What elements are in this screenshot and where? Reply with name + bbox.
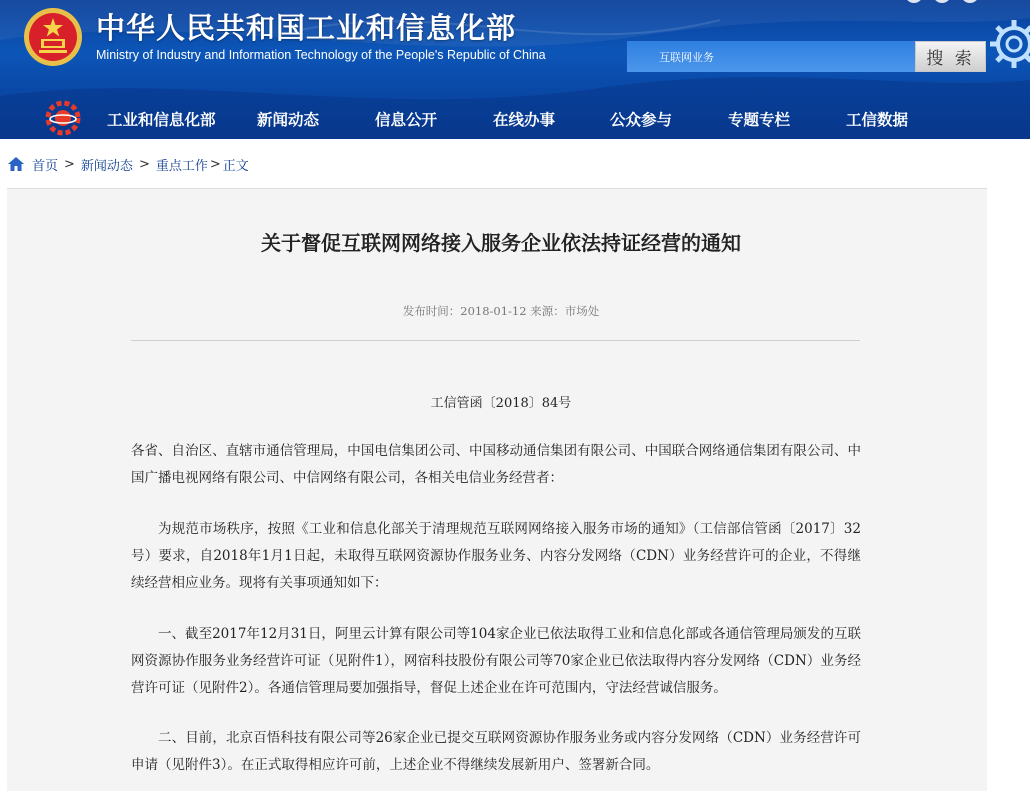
nav-item-data[interactable]: 工信数据 xyxy=(846,111,909,129)
article-meta: 发布时间：2018-01-12 来源：市场处 xyxy=(402,304,600,318)
nav-item-topics[interactable]: 专题专栏 xyxy=(728,111,791,129)
item-one-paragraph: 一、截至2017年12月31日，阿里云计算有限公司等104家企业已依法取得工业和信息化部或各通信管理局颁发的互联网资源协作服务业务经营许可证（见附件1），网宿科技股份有限公司等70家企业已依法取得内容分发网络（CDN）业务经营许可证（见附件2）。各通信管理局要加强指导，督促上述企业在许可范围内，守法经营诚信服务。 xyxy=(131,626,861,696)
breadcrumb-separator: > xyxy=(64,156,75,172)
site-header xyxy=(0,0,1030,139)
addressees-paragraph: 各省、自治区、直辖市通信管理局，中国电信集团公司、中国移动通信集团有限公司、中国联合网络通信集团有限公司、中国广播电视网络有限公司、中信网络有限公司，各相关电信业务经营者： xyxy=(131,443,861,486)
nav-item-info-public[interactable]: 信息公开 xyxy=(375,111,438,129)
nav-item-participate[interactable]: 公众参与 xyxy=(610,111,673,129)
article-divider xyxy=(131,340,860,341)
search-input[interactable] xyxy=(627,41,915,72)
item-two-paragraph: 二、目前，北京百悟科技有限公司等26家企业已提交互联网资源协作服务业务或内容分发网络（CDN）业务经营许可申请（见附件3）。在正式取得相应许可前，上述企业不得继续发展新用户、签署新合同。 xyxy=(131,730,861,773)
document-number: 工信管函〔2018〕84号 xyxy=(430,396,572,411)
breadcrumb-separator: > xyxy=(138,156,150,172)
search-button[interactable]: 搜 索 xyxy=(915,41,986,72)
breadcrumb-home[interactable]: 首页 xyxy=(32,158,59,174)
article-title: 关于督促互联网网络接入服务企业依法持证经营的通知 xyxy=(261,231,741,255)
miit-logo-icon xyxy=(45,100,81,136)
article-panel xyxy=(7,188,987,791)
nav-item-news[interactable]: 新闻动态 xyxy=(257,111,320,129)
site-title: 中华人民共和国工业和信息化部 xyxy=(96,11,517,45)
breadcrumb-separator: > xyxy=(209,156,221,172)
national-emblem-icon xyxy=(22,6,84,68)
home-icon[interactable] xyxy=(8,157,24,171)
breadcrumb xyxy=(8,154,249,174)
nav-item-miit[interactable]: 工业和信息化部 xyxy=(107,111,216,129)
site-subtitle: Ministry of Industry and Information Technology of the People's Republic of China xyxy=(96,48,546,62)
nav-item-online[interactable]: 在线办事 xyxy=(493,111,556,129)
intro-paragraph: 为规范市场秩序，按照《工业和信息化部关于清理规范互联网网络接入服务市场的通知》（工信部信管函〔2017〕32号）要求，自2018年1月1日起，未取得互联网资源协作服务业务、内容分发网络（CDN）业务经营许可的企业，不得继续经营相应业务。现将有关事项通知如下： xyxy=(131,521,861,591)
breadcrumb-current: 正文 xyxy=(222,158,249,174)
top-utility-icons[interactable] xyxy=(900,0,1000,6)
breadcrumb-key-work[interactable]: 重点工作 xyxy=(155,158,208,174)
gear-icon xyxy=(988,18,1030,70)
breadcrumb-news[interactable]: 新闻动态 xyxy=(80,158,133,174)
